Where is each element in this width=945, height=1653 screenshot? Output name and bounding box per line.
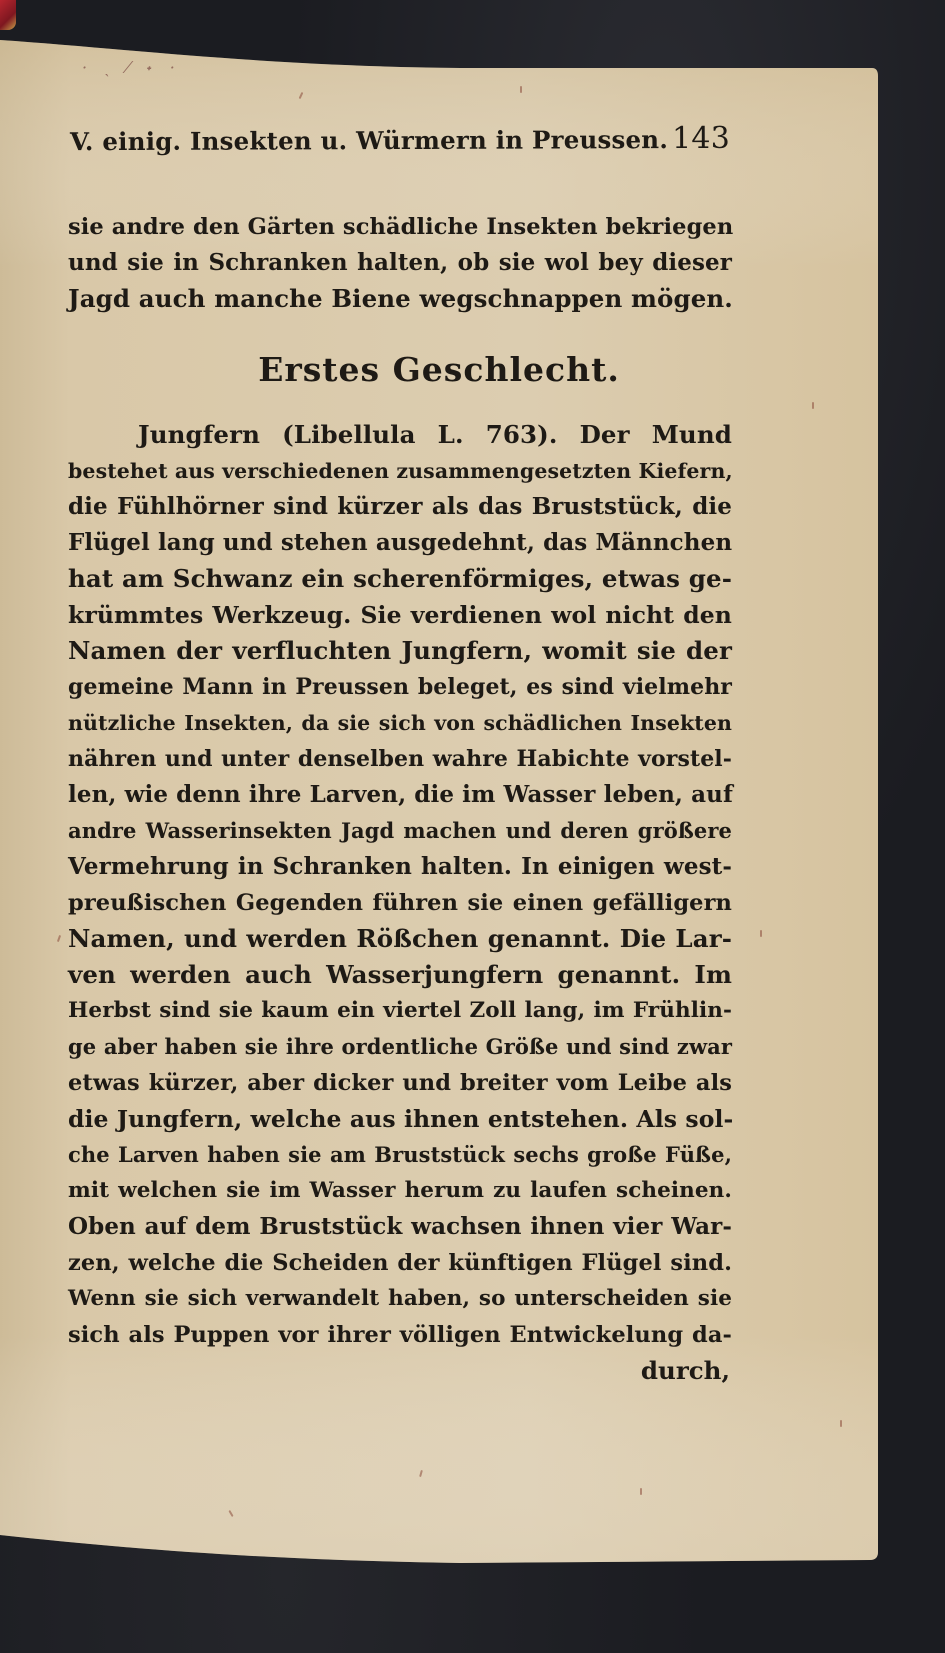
text-line: Oben auf dem Bruststück wachsen ihnen vier War-	[68, 1213, 732, 1240]
text-line: bestehet aus verschiedenen zusammengesetzten Kiefern,	[68, 459, 733, 483]
section-title: Erstes Geschlecht.	[258, 350, 620, 389]
pencil-marks: · ˎ ⁄ ˖ ·	[82, 58, 181, 77]
text-line: gemeine Mann in Preussen beleget, es sind vielmehr	[68, 674, 732, 700]
text-line: Herbst sind sie kaum ein viertel Zoll lang, im Frühlin-	[68, 998, 732, 1023]
text-line: ge aber haben sie ihre ordentliche Größe und sind zwar	[68, 1034, 732, 1059]
text-line: Namen der verfluchten Jungfern, womit sie der	[68, 636, 732, 665]
speck	[812, 402, 814, 409]
page-number: 143	[672, 120, 731, 157]
text-line: zen, welche die Scheiden der künftigen Flügel sind.	[68, 1250, 732, 1276]
speck	[760, 930, 762, 937]
text-line: die Fühlhörner sind kürzer als das Bruststück, die	[68, 493, 732, 520]
text-line: etwas kürzer, aber dicker und breiter vom Leibe als	[68, 1070, 732, 1096]
text-line: Flügel lang und stehen ausgedehnt, das Männchen	[68, 529, 733, 556]
text-line: nähren und unter denselben wahre Habichte vorstel-	[68, 746, 732, 772]
text-line: Wenn sie sich verwandelt haben, so unterscheiden sie	[68, 1286, 732, 1311]
running-head	[70, 121, 730, 173]
text-line: che Larven haben sie am Bruststück sechs große Füße,	[68, 1142, 732, 1167]
speck	[520, 86, 522, 93]
running-head-title: V. einig. Insekten u. Würmern in Preussen.	[69, 125, 669, 157]
text-line: mit welchen sie im Wasser herum zu laufen scheinen.	[68, 1178, 732, 1203]
text-line: andre Wasserinsekten Jagd machen und deren größere	[68, 818, 732, 843]
text-line: krümmtes Werkzeug. Sie verdienen wol nicht den	[68, 601, 732, 629]
text-line: preußischen Gegenden führen sie einen gefälligern	[68, 890, 732, 916]
text-line: ven werden auch Wasserjungfern genannt. Im	[68, 960, 732, 989]
text-line: len, wie denn ihre Larven, die im Wasser leben, auf	[68, 781, 733, 808]
text-line: Jungfern (Libellula L. 763). Der Mund	[138, 420, 732, 449]
text-line: Namen, und werden Rößchen genannt. Die Lar-	[68, 924, 732, 953]
text-line: Jagd auch manche Biene wegschnappen mögen.	[68, 284, 733, 313]
speck	[840, 1420, 842, 1427]
speck	[640, 1488, 642, 1495]
text-line: sie andre den Gärten schädliche Insekten bekriegen	[68, 214, 734, 240]
text-line: die Jungfern, welche aus ihnen entstehen. Als sol-	[68, 1105, 734, 1133]
text-line: hat am Schwanz ein scherenförmiges, etwas ge-	[68, 564, 732, 593]
text-line: und sie in Schranken halten, ob sie wol bey dieser	[68, 249, 732, 276]
text-line: nützliche Insekten, da sie sich von schädlichen Insekten	[68, 711, 732, 735]
text-line: sich als Puppen vor ihrer völligen Entwickelung da-	[68, 1322, 732, 1348]
catchword: durch,	[640, 1356, 730, 1385]
text-line: Vermehrung in Schranken halten. In einigen west-	[68, 853, 732, 880]
